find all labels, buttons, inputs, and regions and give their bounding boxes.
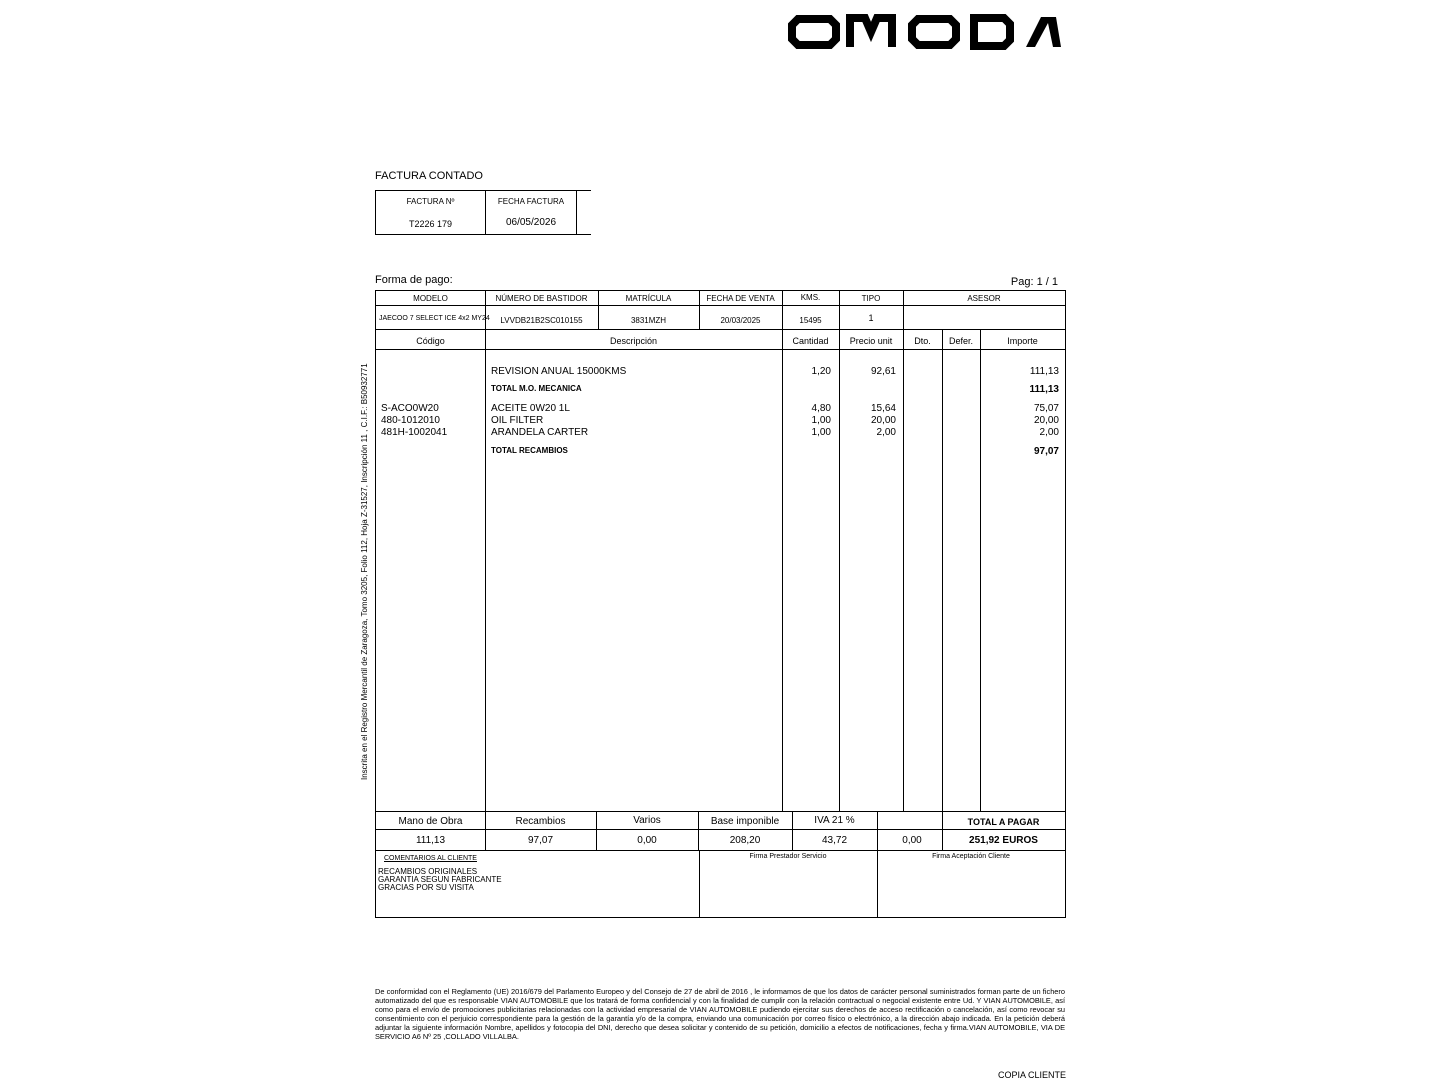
provider-signature-label: Firma Prestador Servicio — [749, 853, 827, 860]
items-header-unit-price: Precio unit — [849, 336, 893, 346]
invoice-number-label: FACTURA Nº — [406, 197, 455, 206]
line-item-unit-price: 2,00 — [876, 427, 896, 438]
items-header-amount: Importe — [1007, 336, 1038, 346]
totals-value-parts: 97,07 — [527, 835, 554, 846]
line-item-quantity: 1,00 — [811, 427, 831, 438]
items-header-quantity: Cantidad — [792, 336, 829, 346]
line-item-amount: 20,00 — [1033, 415, 1059, 426]
total-to-pay: 251,92 EUROS — [969, 835, 1038, 846]
totals-label-parts: Recambios — [515, 816, 566, 827]
privacy-notice: De conformidad con el Reglamento (UE) 2016/679 del Parlamento Europeo y del Consejo de 27 de abril de 2016 , le informamos de que los datos de carácter personal suministrados forman parte de un fichero automatizado del que es responsable VIAN AUTOMOBILE que los tratará de forma confidencial y con la finalidad de cumplir con la relación contractual o negocial existente entre Ud. Y VIAN AUTOMOBILE, así como para el envío de promociones publicitarias relacionadas con la actividad empresarial de VIAN AUTOMOBILE pudiendo ejercitar sus derechos de acceso rectificación o cancelación, así como revocar su consentimiento con el perjuicio correspondiente para la gestión de la garantía y/o de la compra, enviando una comunicación por correo físico o electrónico, a la dirección abajo indicada. En la petición deberá adjuntar la siguiente información Nombre, apellidos y fotocopia del DNI, derecho que desea solicitar y contenido de su petición, domicilio a efectos de notificaciones, fecha y firma.VIAN AUTOMOBILE, VIA DE SERVICIO A6 Nº 25 ,COLLADO VILLALBA. — [375, 987, 1065, 1041]
vehicle-header-vin: NÚMERO DE BASTIDOR — [495, 294, 588, 303]
page-number: Pag: 1 / 1 — [1010, 276, 1058, 288]
line-item-unit-price: 20,00 — [870, 415, 896, 426]
line-item-code: 481H-1002041 — [381, 427, 448, 438]
document-type: FACTURA CONTADO — [375, 170, 483, 182]
line-item-description: OIL FILTER — [491, 415, 544, 426]
totals-value-misc: 0,00 — [637, 835, 657, 846]
comments-title: COMENTARIOS AL CLIENTE — [384, 855, 477, 862]
totals-value-vat: 43,72 — [821, 835, 848, 846]
items-header-code: Código — [416, 336, 445, 346]
invoice-number: T2226 179 — [408, 219, 453, 229]
registry-text: Inscrita en el Registro Mercantil de Zaragoza, Tomo 3205, Folio 112, Hoja Z-31527, Inscripción 11 , C.I.F.: B50932771 — [360, 363, 369, 780]
invoice-number-cell — [376, 191, 486, 234]
vehicle-model: JAECOO 7 SELECT ICE 4x2 MY24 — [379, 315, 490, 322]
items-header-description: Descripción — [609, 336, 658, 346]
line-item-quantity: 1,00 — [811, 415, 831, 426]
vehicle-kms: 15495 — [799, 316, 822, 325]
vehicle-header-plate: MATRÍCULA — [625, 294, 672, 303]
items-header-deferred: Defer. — [948, 336, 973, 346]
line-item-code: S-ACO0W20 — [381, 403, 439, 414]
line-item-description: ARANDELA CARTER — [491, 427, 589, 438]
line-item-amount: 75,07 — [1033, 403, 1059, 414]
comment-line: GARANTIA SEGUN FABRICANTE — [378, 875, 502, 884]
items-header-discount: Dto. — [914, 336, 931, 346]
vehicle-header-advisor: ASESOR — [967, 294, 1001, 303]
vehicle-plate: 3831MZH — [630, 316, 667, 325]
subtotal-parts-label: TOTAL RECAMBIOS — [491, 446, 568, 455]
vehicle-header-kms: KMS. — [800, 293, 821, 302]
vehicle-vin: LVVDB21B2SC010155 — [500, 316, 583, 325]
vehicle-type: 1 — [868, 313, 874, 323]
totals-value-other: 0,00 — [902, 835, 922, 846]
subtotal-parts-amount: 97,07 — [1033, 446, 1059, 457]
vehicle-header-model: MODELO — [413, 294, 448, 303]
line-item-amount: 111,13 — [1029, 366, 1059, 377]
vehicle-sale-date: 20/03/2025 — [720, 316, 761, 325]
client-signature-label: Firma Aceptación Cliente — [932, 853, 1010, 860]
totals-label-tax-base: Base imponible — [710, 816, 780, 827]
line-item-description: ACEITE 0W20 1L — [491, 403, 570, 414]
subtotal-labour-label: TOTAL M.O. MECANICA — [491, 384, 582, 393]
subtotal-labour-amount: 111,13 — [1029, 384, 1059, 395]
totals-value-labour: 111,13 — [415, 835, 446, 846]
totals-value-tax-base: 208,20 — [729, 835, 761, 846]
comment-line: RECAMBIOS ORIGINALES — [378, 867, 478, 876]
invoice-table — [375, 290, 1066, 918]
copy-label: COPIA CLIENTE — [997, 1070, 1066, 1080]
invoice-date-cell — [486, 191, 577, 234]
line-item-amount: 2,00 — [1039, 427, 1059, 438]
comment-line: GRACIAS POR SU VISITA — [378, 883, 474, 892]
line-item-quantity: 4,80 — [811, 403, 831, 414]
vehicle-header-sale-date: FECHA DE VENTA — [706, 294, 775, 303]
line-item-unit-price: 92,61 — [870, 366, 896, 377]
line-item-description: REVISION ANUAL 15000KMS — [491, 366, 627, 377]
invoice-date: 06/05/2026 — [505, 217, 557, 228]
invoice-info-box — [375, 190, 591, 235]
line-item-code: 480-1012010 — [381, 415, 440, 426]
totals-label-vat: IVA 21 % — [814, 815, 855, 826]
invoice-date-label: FECHA FACTURA — [497, 197, 565, 206]
vehicle-header-type: TIPO — [861, 294, 881, 303]
payment-label: Forma de pago: — [375, 274, 453, 286]
omoda-logo — [788, 14, 1062, 50]
line-item-unit-price: 15,64 — [870, 403, 896, 414]
totals-label-total: TOTAL A PAGAR — [967, 817, 1040, 827]
totals-label-misc: Varios — [633, 815, 661, 826]
line-item-quantity: 1,20 — [811, 366, 831, 377]
totals-label-labour: Mano de Obra — [398, 816, 463, 827]
